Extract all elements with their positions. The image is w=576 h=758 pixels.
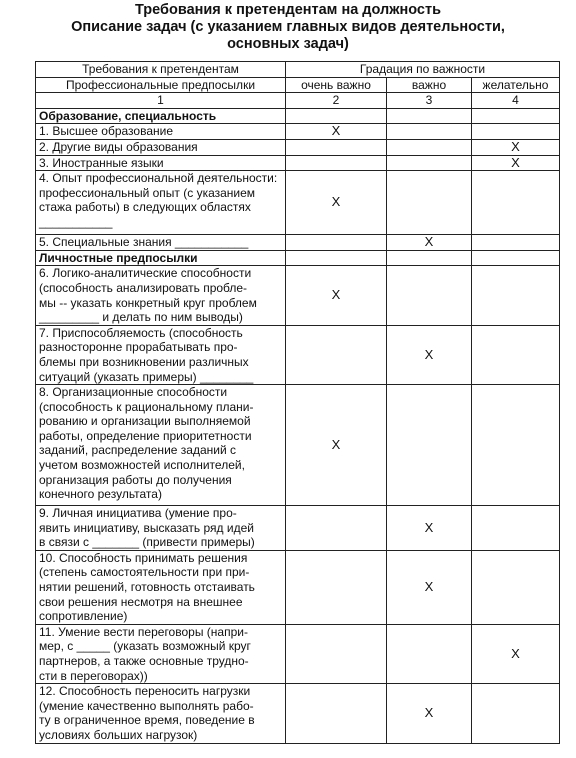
title-line-2: Описание задач (с указанием главных видов деятельности, xyxy=(71,19,505,35)
requirement-text-line: 11. Умение вести переговоры (напри- xyxy=(39,624,248,639)
requirement-text-line: партнеров, а также основные трудно- xyxy=(39,654,249,669)
requirement-text-line: рованию и организации выполняемой xyxy=(39,414,251,429)
header-num-1: 1 xyxy=(36,93,286,109)
empty-cell xyxy=(472,108,560,124)
requirement-cell xyxy=(36,139,286,155)
empty-cell xyxy=(286,506,387,551)
table-row xyxy=(36,506,560,551)
empty-cell xyxy=(472,550,560,624)
header-desirable: желательно xyxy=(472,77,560,93)
requirement-text-line: 3. Иностранные языки xyxy=(39,155,164,170)
importance-mark: X xyxy=(286,385,387,506)
table-row xyxy=(36,325,560,384)
requirement-text-line: блемы при возникновении различных xyxy=(39,354,249,369)
table-row xyxy=(36,124,560,140)
empty-cell xyxy=(387,139,472,155)
empty-cell xyxy=(472,171,560,235)
requirement-cell xyxy=(36,325,286,384)
table-row xyxy=(36,624,560,683)
requirement-text-line: _________ и делать по ним выводы) xyxy=(39,310,243,325)
requirement-text-line: 4. Опыт профессиональной деятельности: xyxy=(39,171,278,186)
importance-mark: X xyxy=(387,506,472,551)
requirement-text-line: 12. Способность переносить нагрузки xyxy=(39,684,251,699)
header-gradation: Градация по важности xyxy=(286,62,560,78)
empty-cell xyxy=(286,325,387,384)
requirement-text-line: свои решения несмотря на внешнее xyxy=(39,594,243,609)
requirement-text-line: 7. Приспособляемость (способность xyxy=(39,325,243,340)
header-num-3: 3 xyxy=(387,93,472,109)
table-row xyxy=(36,550,560,624)
document-title xyxy=(0,2,576,53)
requirement-text-line: 2. Другие виды образования xyxy=(39,139,198,154)
table-row xyxy=(36,235,560,251)
empty-cell xyxy=(286,139,387,155)
requirement-text-line: условиях больших нагрузок) xyxy=(39,728,198,742)
empty-cell xyxy=(387,266,472,325)
title-line-3: основных задач) xyxy=(227,36,349,52)
requirements-table xyxy=(35,61,560,744)
table-row xyxy=(36,155,560,171)
empty-cell xyxy=(472,325,560,384)
requirement-cell xyxy=(36,155,286,171)
empty-cell xyxy=(472,684,560,743)
importance-mark: X xyxy=(387,550,472,624)
requirement-text-line: 6. Логико-аналитические способности xyxy=(39,266,252,281)
empty-cell xyxy=(387,171,472,235)
requirement-text-line: 10. Способность принимать решения xyxy=(39,550,248,565)
empty-cell xyxy=(286,624,387,683)
requirement-cell xyxy=(36,385,286,506)
requirement-text-line: (степень самостоятельности при при- xyxy=(39,565,250,580)
importance-mark: X xyxy=(286,124,387,140)
empty-cell xyxy=(387,155,472,171)
requirement-text-line: работы, определение приоритетности xyxy=(39,428,252,443)
table-row xyxy=(36,139,560,155)
header-professional: Профессиональные предпосылки xyxy=(36,77,286,93)
empty-cell xyxy=(286,250,387,266)
empty-cell xyxy=(472,385,560,506)
empty-cell xyxy=(472,250,560,266)
requirement-cell xyxy=(36,171,286,235)
empty-cell xyxy=(387,624,472,683)
requirement-text-line: ситуаций (указать примеры) ________ xyxy=(39,369,254,384)
requirement-cell xyxy=(36,266,286,325)
requirement-text-line: разносторонне прорабатывать про- xyxy=(39,340,238,355)
importance-mark: X xyxy=(472,624,560,683)
empty-cell xyxy=(286,550,387,624)
importance-mark: X xyxy=(286,171,387,235)
requirement-text-line: учетом возможностей исполнителей, xyxy=(39,458,245,473)
empty-cell xyxy=(387,250,472,266)
requirement-text-line: в связи с _______ (привести примеры) xyxy=(39,535,255,550)
empty-cell xyxy=(472,235,560,251)
requirement-text-line: мы -- указать конкретный круг проблем xyxy=(39,295,257,310)
requirement-text-line: ___________ xyxy=(39,214,113,229)
table-row xyxy=(36,171,560,235)
requirement-text-line: нятии решений, готовность отстаивать xyxy=(39,580,255,595)
section-personal: Личностные предпосылки xyxy=(36,250,286,266)
title-line-1: Требования к претендентам на должность xyxy=(135,2,441,18)
requirement-text-line: конечного результата) xyxy=(39,487,162,502)
header-very-important: очень важно xyxy=(286,77,387,93)
header-num-2: 2 xyxy=(286,93,387,109)
empty-cell xyxy=(387,108,472,124)
requirement-text-line: (способность к рациональному плани- xyxy=(39,399,254,414)
requirement-text-line: (умение качественно выполнять рабо- xyxy=(39,698,254,713)
header-num-4: 4 xyxy=(472,93,560,109)
requirement-text-line: мер, с _____ (указать возможный круг xyxy=(39,639,251,654)
header-important: важно xyxy=(387,77,472,93)
empty-cell xyxy=(286,155,387,171)
section-education: Образование, специальность xyxy=(36,108,286,124)
table-row xyxy=(36,684,560,743)
requirement-text-line: явить инициативу, высказать ряд идей xyxy=(39,520,254,535)
importance-mark: X xyxy=(472,139,560,155)
empty-cell xyxy=(472,506,560,551)
header-requirements: Требования к претендентам xyxy=(36,62,286,78)
requirement-cell xyxy=(36,624,286,683)
importance-mark: X xyxy=(472,155,560,171)
requirement-text-line: сопротивление) xyxy=(39,609,128,624)
requirement-text-line: 8. Организационные способности xyxy=(39,385,228,400)
empty-cell xyxy=(387,124,472,140)
requirement-cell xyxy=(36,124,286,140)
empty-cell xyxy=(472,266,560,325)
requirement-cell xyxy=(36,235,286,251)
empty-cell xyxy=(472,124,560,140)
requirement-text-line: 5. Специальные знания ___________ xyxy=(39,235,249,250)
importance-mark: X xyxy=(387,684,472,743)
table-row xyxy=(36,266,560,325)
requirement-text-line: ту в ограниченное время, поведение в xyxy=(39,713,255,728)
requirement-text-line: сти в переговорах)) xyxy=(39,668,148,683)
requirement-text-line: стажа работы) в следующих областях xyxy=(39,200,251,215)
requirement-text-line: организация работы до получения xyxy=(39,472,232,487)
requirement-cell xyxy=(36,550,286,624)
importance-mark: X xyxy=(286,266,387,325)
requirement-text-line: заданий, распределение заданий с xyxy=(39,443,236,458)
requirement-cell xyxy=(36,506,286,551)
requirement-cell xyxy=(36,684,286,743)
table-row xyxy=(36,385,560,506)
importance-mark: X xyxy=(387,235,472,251)
requirement-text-line: (способность анализировать пробле- xyxy=(39,280,248,295)
requirement-text-line: 1. Высшее образование xyxy=(39,124,173,139)
empty-cell xyxy=(286,235,387,251)
empty-cell xyxy=(286,108,387,124)
empty-cell xyxy=(286,684,387,743)
importance-mark: X xyxy=(387,325,472,384)
requirement-text-line: профессиональный опыт (с указанием xyxy=(39,185,256,200)
requirement-text-line: 9. Личная инициатива (умение про- xyxy=(39,506,237,521)
empty-cell xyxy=(387,385,472,506)
